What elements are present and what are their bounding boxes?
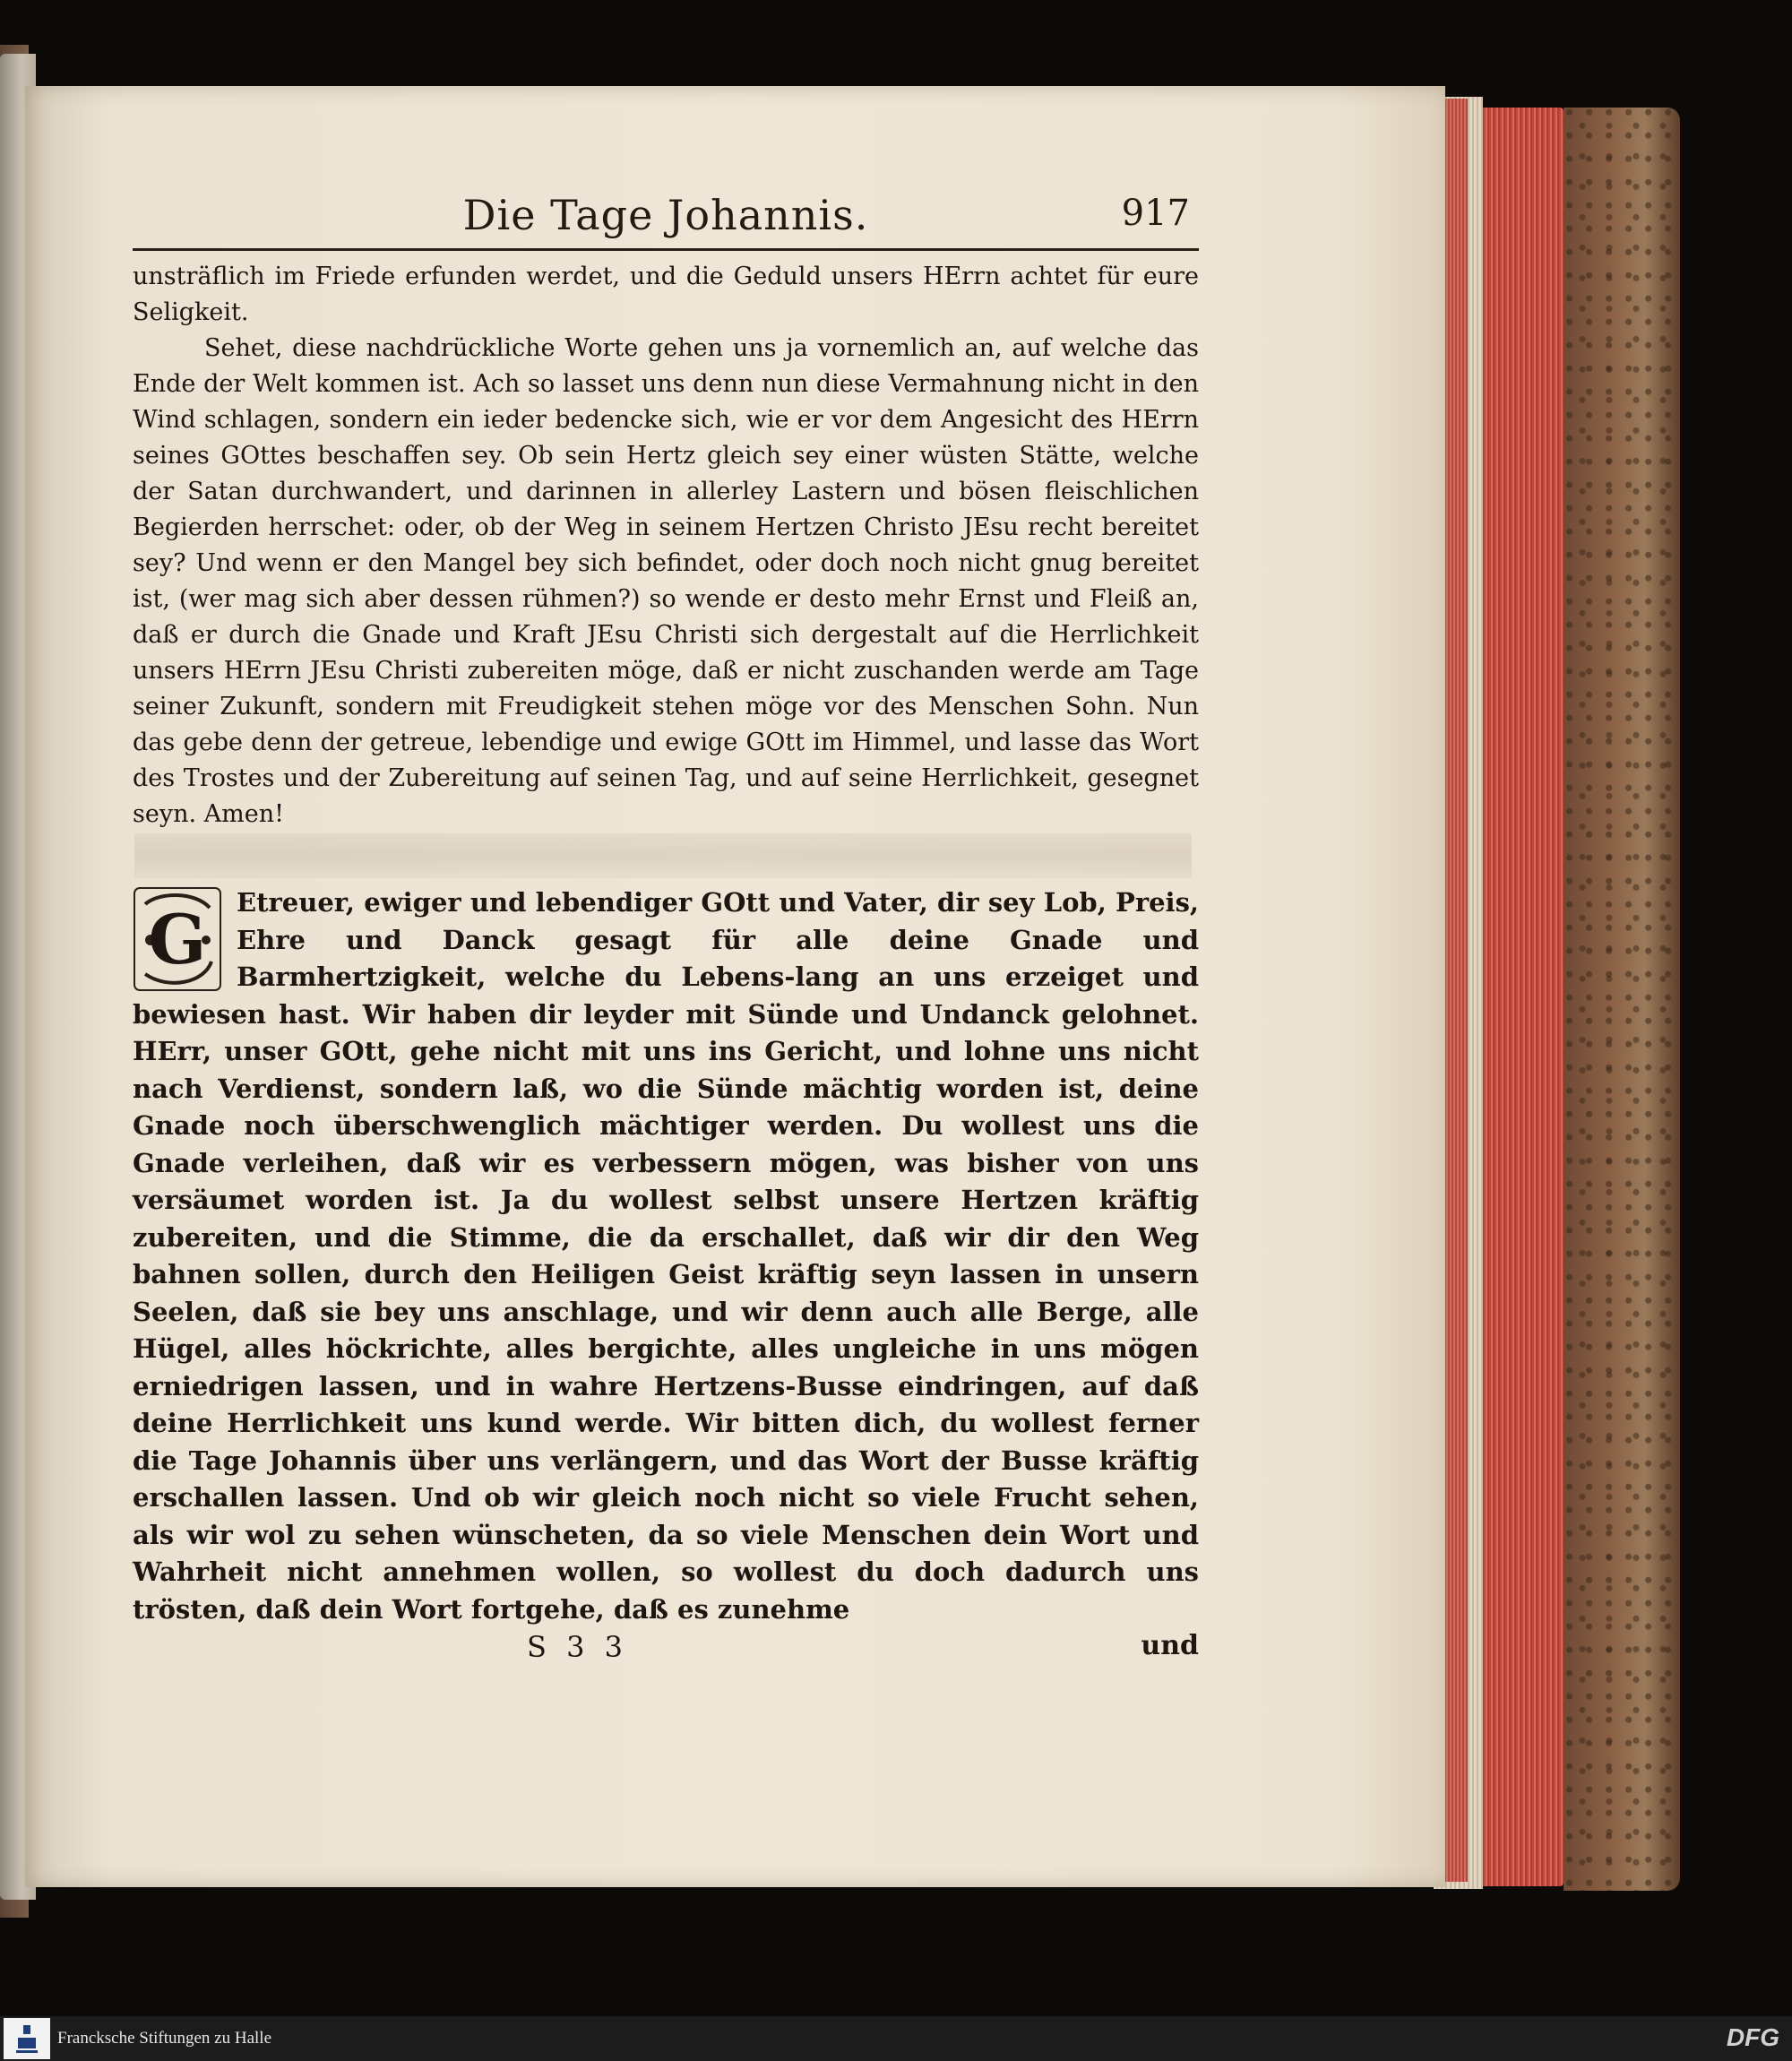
institution-name[interactable]: Francksche Stiftungen zu Halle [57,2029,272,2048]
dfg-logo[interactable]: DFG [1726,2023,1779,2051]
section-gap [133,832,1199,884]
red-page-edges [1478,108,1564,1886]
page-number: 917 [1121,193,1190,234]
prayer-section [133,884,1199,1628]
paragraph-sehet: Sehet, diese nachdrückliche Worte gehen uns ja vornemlich an, auf welche das Ende der Welt kommen ist. Ach so lasset uns denn nun diese Vermahnung nicht in den Wind schlagen, sondern ein ieder bedencke sich, wie er vor dem Angesicht des HErrn seines GOttes beschaffen sey. Ob sein Hertz gleich sey einer wüsten Stätte, welche der Satan durchwandert, und darinnen in allerley Lastern und bösen fleischlichen Begierden herrschet: oder, ob der Weg in seinem Hertzen Christo JEsu recht bereitet sey? Und wenn er den Mangel bey sich befindet, oder doch noch nicht gnug bereitet ist, (wer mag sich aber dessen rühmen?) so wende er desto mehr Ernst und Fleiß an, daß er durch die Gnade und Kraft JEsu Christi sich dergestalt auf die Herrlichkeit unsers HErrn JEsu Christi zubereiten möge, daß er nicht zuschanden werde am Tage seiner Zukunft, sondern mit Freudigkeit stehen möge vor des Menschen Sohn. Nun das gebe denn der getreue, lebendige und ewige GOtt im Himmel, und lasse das Wort des Trostes und der Zubereitung auf seinen Tag, und auf seine Herrlichkeit, gesegnet seyn. Amen! [133,334,1199,828]
decorated-initial [133,886,222,992]
catchword: und [1141,1630,1199,1661]
viewer-bottom-bar [0,2016,1792,2061]
page-header [133,184,1199,255]
red-edge-inner [1444,99,1468,1882]
prayer-text: Etreuer, ewiger und lebendiger GOtt und Vater, dir sey Lob, Preis, Ehre und Danck gesagt für alle deine Gnade und Barmhertzigkeit, welche du Lebens-lang an uns erzeiget und bewiesen hast. Wir haben dir leyder mit Sünde und Undanck gelohnet. HErr, unser GOtt, gehe nicht mit uns ins Gericht, und lohne uns nicht nach Verdienst, sondern laß, wo die Sünde mächtig worden ist, deine Gnade noch überschwenglich mächtiger werden. Du wollest uns die Gnade verleihen, daß wir es verbessern mögen, was bisher von uns versäumet worden ist. Ja du wollest selbst unsere Hertzen kräftig zubereiten, und die Stimme, die da erschallet, daß wir dir den Weg bahnen sollen, durch den Heiligen Geist kräftig seyn lassen in unsern Seelen, daß sie bey uns anschlage, und wir denn auch alle Berge, alle Hügel, alles höckrichte, alles bergichte, alles ungleiche in uns mögen erniedrigen lassen, und in wahre Hertzens-Busse eindringen, auf daß deine Herrlichkeit uns kund werde. Wir bitten dich, du wollest ferner die Tage Johannis über uns verlängern, und das Wort der Busse kräftig erschallen lassen. Und ob wir gleich noch nicht so viele Frucht sehen, als wir wol zu sehen wünscheten, da so viele Menschen dein Wort und Wahrheit nicht annehmen wollen, so wollest du doch dadurch uns trösten, daß dein Wort fortgehe, daß es zunehme [133,887,1199,1625]
paragraph-continuation: unsträflich im Friede erfunden werdet, und die Geduld unsers HErrn achtet für eure Seligkeit. [133,263,1199,326]
book-cover-board [1564,108,1680,1891]
running-title: Die Tage Johannis. [462,191,869,239]
header-rule [133,248,1199,251]
decorated-initial-icon [133,886,222,992]
initial-letter: G [148,900,207,979]
page-footer [133,1630,1199,1675]
institution-logo-icon[interactable] [4,2018,50,2059]
text-block [133,184,1199,1675]
signature-mark: S 3 3 [527,1630,628,1664]
